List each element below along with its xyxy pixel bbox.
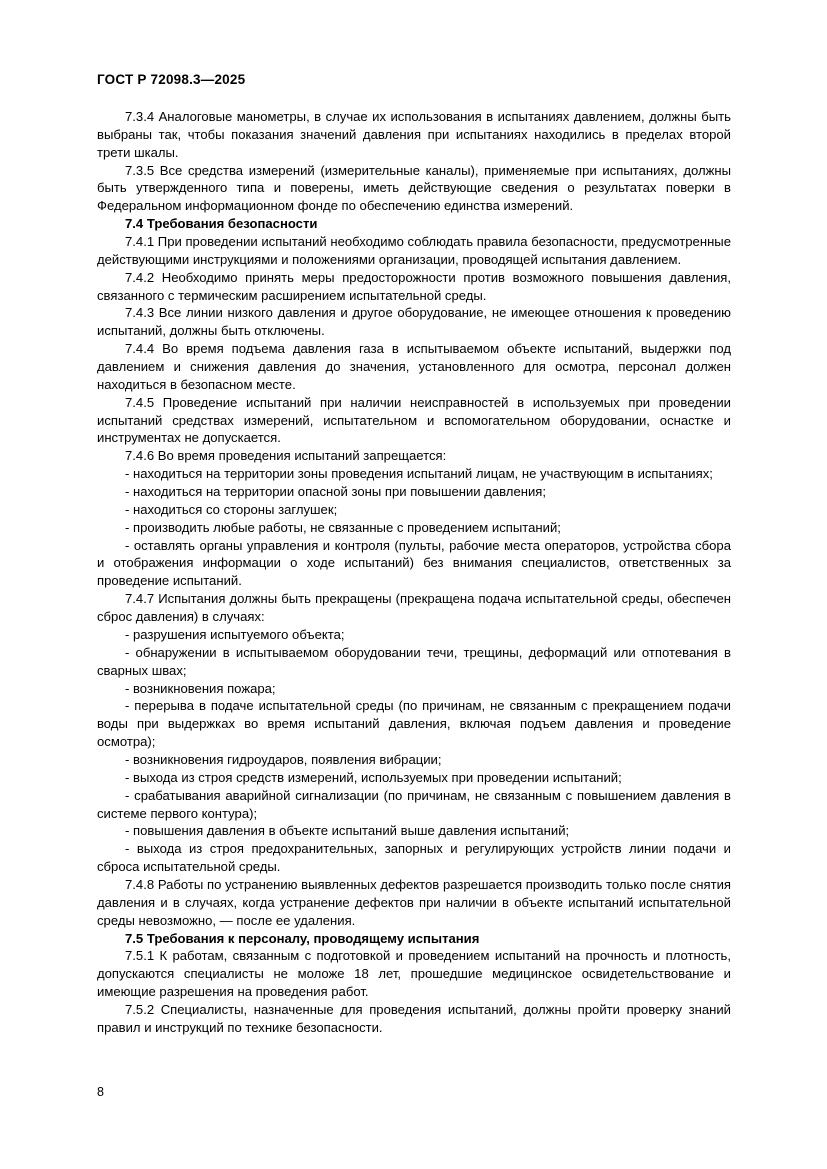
list-item: - обнаружении в испытываемом оборудовании течи, трещины, деформаций или отпотевания в сварных швах; [97, 644, 731, 678]
list-item: - срабатывания аварийной сигнализации (по причинам, не связанным с повышением давления в системе первого контура); [97, 787, 731, 821]
list-item: - производить любые работы, не связанные с проведением испытаний; [125, 519, 561, 535]
page-header: ГОСТ Р 72098.3—2025 [97, 72, 246, 87]
paragraph: 7.5.1 К работам, связанным с подготовкой и проведением испытаний на прочность и плотность, допускаются специалисты не моложе 18 лет, прошедшие медицинское освидетельствование и имеющие разрешения на проведения работ. [97, 948, 731, 1000]
list-item: - оставлять органы управления и контроля (пульты, рабочие места операторов, устройства сбора и отображения информации о ходе испытаний) без внимания специалистов, ответственных за проведение испытаний. [97, 537, 731, 589]
list-item: - перерыва в подаче испытательной среды (по причинам, не связанным с прекращением подачи воды при выдержках во время испытаний давления, включая подъем давления и проведение осмотра); [97, 698, 731, 750]
section-heading: 7.5 Требования к персоналу, проводящему испытания [125, 930, 480, 946]
list-item: - выхода из строя предохранительных, запорных и регулирующих устройств линии подачи и сброса испытательной среды. [97, 841, 731, 875]
paragraph: 7.4.2 Необходимо принять меры предосторожности против возможного повышения давления, связанного с термическим расширением испытательной среды. [97, 269, 731, 303]
paragraph: 7.3.5 Все средства измерений (измерительные каналы), применяемые при испытаниях, должны быть утвержденного типа и поверены, иметь действующие сведения о результатах поверки в Федеральном информационном фонде по обеспечению единства измерений. [97, 162, 731, 214]
paragraph: 7.4.7 Испытания должны быть прекращены (прекращена подача испытательной среды, обеспечен сброс давления) в случаях: [97, 591, 731, 625]
paragraph: 7.4.8 Работы по устранению выявленных дефектов разрешается производить только после снятия давления и в случаях, когда устранение дефектов при наличии в объекте испытаний испытательной среды невозможно, — после ее удаления. [97, 876, 731, 928]
section-heading: 7.4 Требования безопасности [125, 216, 318, 232]
paragraph: 7.4.5 Проведение испытаний при наличии неисправностей в используемых при проведении испытаний средствах измерений, испытательном и вспомогательном оборудовании, оснастке и инструментах не допускается. [97, 394, 731, 446]
paragraph: 7.3.4 Аналоговые манометры, в случае их использования в испытаниях давлением, должны быть выбраны так, чтобы показания значений давления при испытаниях находились в пределах второй трети шкалы. [97, 109, 731, 160]
document-body [97, 108, 731, 1037]
list-item: - возникновения пожара; [125, 680, 276, 696]
paragraph: 7.5.2 Специалисты, назначенные для проведения испытаний, должны пройти проверку знаний правил и инструкций по технике безопасности. [97, 1001, 731, 1035]
paragraph: 7.4.4 Во время подъема давления газа в испытываемом объекте испытаний, выдержки под давлением и снижения давления до значения, установленного для осмотра, персонал должен находиться в безопасном месте. [97, 341, 731, 392]
list-item: - находиться на территории зоны проведения испытаний лицам, не участвующим в испытаниях; [125, 466, 713, 482]
list-item: - выхода из строя средств измерений, используемых при проведении испытаний; [125, 769, 622, 785]
list-item: - повышения давления в объекте испытаний выше давления испытаний; [125, 823, 570, 839]
paragraph: 7.4.1 При проведении испытаний необходимо соблюдать правила безопасности, предусмотренные действующими инструкциями и положениями организации, проводящей испытания давлением. [97, 234, 731, 267]
list-item: - находиться со стороны заглушек; [125, 501, 338, 517]
list-item: - находиться на территории опасной зоны при повышении давления; [125, 484, 547, 500]
paragraph: 7.4.6 Во время проведения испытаний запрещается: [125, 448, 447, 464]
paragraph: 7.4.3 Все линии низкого давления и другое оборудование, не имеющее отношения к проведению испытаний, должны быть отключены. [97, 305, 731, 339]
list-item: - возникновения гидроударов, появления вибрации; [125, 751, 442, 767]
list-item: - разрушения испытуемого объекта; [125, 626, 345, 642]
page-number: 8 [97, 1085, 104, 1099]
